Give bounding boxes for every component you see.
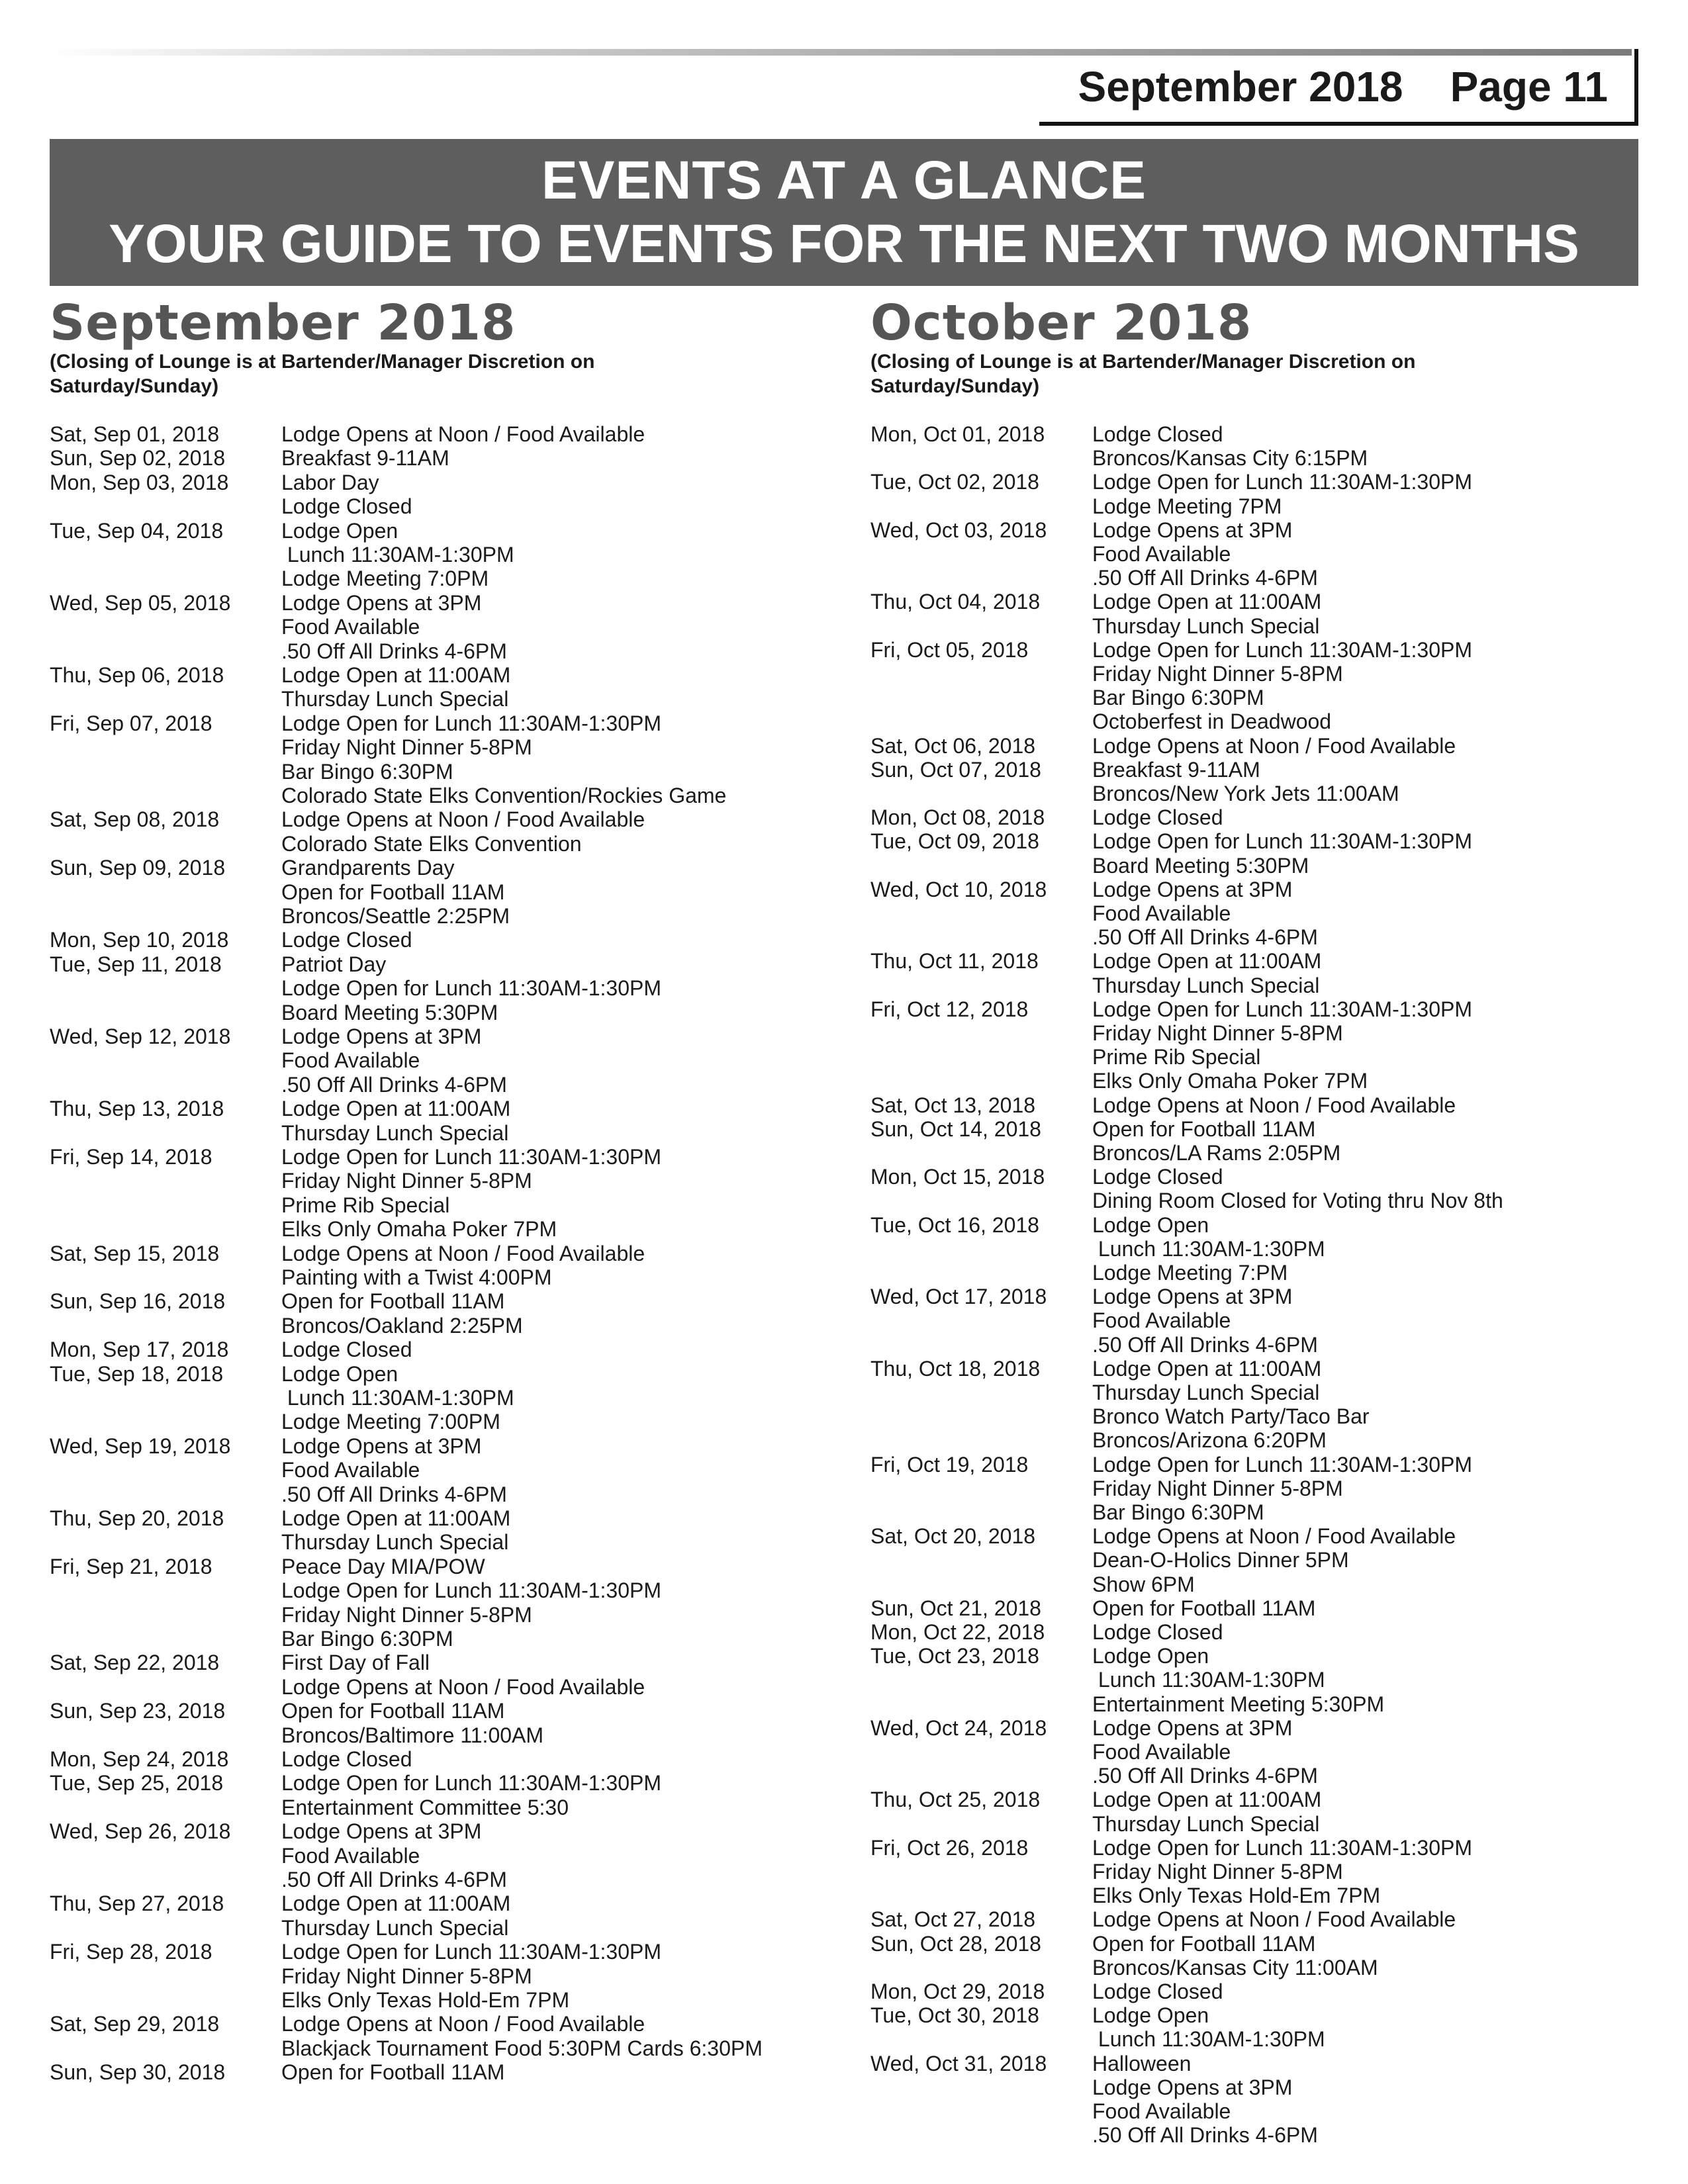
event-date: Mon, Sep 03, 2018	[50, 471, 229, 494]
event-date: Mon, Sep 10, 2018	[50, 928, 229, 952]
event-description: Open for Football 11AM	[281, 1699, 505, 1723]
event-date: Sun, Sep 30, 2018	[50, 2060, 226, 2084]
event-date: Tue, Sep 25, 2018	[50, 1771, 224, 1795]
event-description: Lodge Open for Lunch 11:30AM-1:30PM	[281, 1578, 661, 1602]
event-description: Lodge Open	[281, 1362, 399, 1386]
event-description: Entertainment Committee 5:30	[281, 1796, 569, 1819]
event-date: Fri, Sep 07, 2018	[50, 711, 212, 735]
event-description: Dining Room Closed for Voting thru Nov 8th	[1092, 1189, 1503, 1212]
event-date: Thu, Sep 27, 2018	[50, 1891, 224, 1915]
event-description: Food Available	[1092, 542, 1231, 566]
event-date: Mon, Oct 01, 2018	[870, 422, 1045, 446]
event-description: Open for Football 11AM	[281, 1289, 505, 1313]
event-date: Sat, Oct 27, 2018	[870, 1907, 1036, 1931]
event-date: Sun, Sep 02, 2018	[50, 446, 226, 470]
event-description: .50 Off All Drinks 4-6PM	[1092, 1333, 1318, 1357]
event-description: Lodge Open at 11:00AM	[1092, 1788, 1322, 1811]
event-date: Sun, Oct 28, 2018	[870, 1932, 1041, 1956]
event-description: Lodge Open at 11:00AM	[1092, 949, 1322, 973]
event-date: Tue, Oct 02, 2018	[870, 470, 1039, 494]
event-description: Lodge Opens at Noon / Food Available	[281, 1675, 645, 1699]
event-description: Friday Night Dinner 5-8PM	[281, 1169, 532, 1193]
event-date: Wed, Sep 19, 2018	[50, 1434, 231, 1458]
event-date: Sat, Sep 08, 2018	[50, 807, 220, 831]
event-description: Blackjack Tournament Food 5:30PM Cards 6:30PM	[281, 2036, 763, 2060]
event-description: Thursday Lunch Special	[1092, 1381, 1320, 1404]
event-date: Mon, Oct 29, 2018	[870, 1979, 1045, 2003]
event-date: Fri, Sep 21, 2018	[50, 1555, 212, 1578]
event-description: Board Meeting 5:30PM	[281, 1001, 498, 1024]
event-date: Tue, Sep 11, 2018	[50, 952, 222, 976]
event-description: Lodge Opens at Noon / Food Available	[281, 1242, 645, 1265]
event-description: Friday Night Dinner 5-8PM	[281, 1964, 532, 1988]
event-description: .50 Off All Drinks 4-6PM	[281, 639, 507, 663]
event-description: Lodge Opens at 3PM	[281, 591, 482, 615]
events-banner	[50, 139, 1638, 286]
event-description: Bar Bingo 6:30PM	[1092, 686, 1264, 709]
event-description: Prime Rib Special	[1092, 1045, 1261, 1069]
september-column	[50, 295, 818, 2084]
event-description: Lodge Open for Lunch 11:30AM-1:30PM	[1092, 1453, 1472, 1477]
event-description: Lodge Opens at 3PM	[1092, 1285, 1293, 1308]
month-heading: October 2018	[870, 295, 1252, 351]
event-description: Thursday Lunch Special	[1092, 1812, 1320, 1836]
event-description: Lodge Open for Lunch 11:30AM-1:30PM	[281, 711, 661, 735]
event-description: Elks Only Texas Hold-Em 7PM	[1092, 1884, 1381, 1907]
event-description: Bar Bingo 6:30PM	[281, 1627, 453, 1651]
event-description: Lodge Open for Lunch 11:30AM-1:30PM	[281, 1145, 661, 1169]
event-description: Lodge Opens at 3PM	[1092, 518, 1293, 542]
october-column	[870, 295, 1638, 2147]
event-description: Friday Night Dinner 5-8PM	[1092, 1021, 1343, 1045]
event-description: Lodge Closed	[1092, 1165, 1223, 1189]
event-date: Thu, Sep 20, 2018	[50, 1506, 224, 1530]
event-date: Mon, Sep 17, 2018	[50, 1338, 229, 1361]
event-description: Thursday Lunch Special	[1092, 614, 1320, 638]
event-description: Broncos/Baltimore 11:00AM	[281, 1723, 544, 1747]
event-date: Wed, Oct 17, 2018	[870, 1285, 1047, 1308]
event-date: Fri, Oct 26, 2018	[870, 1836, 1029, 1860]
event-description: Lodge Opens at Noon / Food Available	[1092, 734, 1456, 758]
event-date: Sat, Oct 20, 2018	[870, 1524, 1036, 1548]
event-date: Tue, Sep 18, 2018	[50, 1362, 224, 1386]
event-description: .50 Off All Drinks 4-6PM	[281, 1868, 507, 1891]
event-description: Lunch 11:30AM-1:30PM	[1092, 1668, 1325, 1692]
event-date: Tue, Oct 09, 2018	[870, 829, 1039, 853]
event-description: Lodge Meeting 7:00PM	[281, 1410, 500, 1433]
event-date: Wed, Sep 12, 2018	[50, 1024, 231, 1048]
event-description: Breakfast 9-11AM	[281, 446, 449, 470]
event-date: Sat, Sep 22, 2018	[50, 1651, 220, 1674]
event-description: Lodge Open at 11:00AM	[281, 1506, 511, 1530]
event-description: Lodge Meeting 7:PM	[1092, 1261, 1288, 1285]
event-description: Thursday Lunch Special	[281, 1916, 509, 1940]
event-date: Fri, Oct 12, 2018	[870, 997, 1029, 1021]
event-description: Thursday Lunch Special	[281, 1121, 509, 1145]
event-description: Elks Only Omaha Poker 7PM	[281, 1217, 557, 1241]
event-description: Lodge Opens at 3PM	[1092, 878, 1293, 901]
event-date: Thu, Oct 11, 2018	[870, 949, 1039, 973]
event-description: Lodge Opens at Noon / Food Available	[281, 2012, 645, 2036]
event-description: Lodge Opens at 3PM	[1092, 1716, 1293, 1740]
event-description: Peace Day MIA/POW	[281, 1555, 485, 1578]
event-description: Lodge Closed	[281, 1747, 412, 1771]
event-description: Lodge Open for Lunch 11:30AM-1:30PM	[281, 976, 661, 1000]
event-date: Fri, Sep 14, 2018	[50, 1145, 212, 1169]
event-description: Lodge Open for Lunch 11:30AM-1:30PM	[1092, 638, 1472, 662]
event-description: Food Available	[1092, 1740, 1231, 1764]
event-description: Friday Night Dinner 5-8PM	[1092, 1477, 1343, 1500]
event-description: Lodge Closed	[281, 494, 412, 518]
event-description: Broncos/Oakland 2:25PM	[281, 1314, 523, 1338]
banner-title: EVENTS AT A GLANCE	[541, 150, 1147, 210]
event-description: Lodge Opens at Noon / Food Available	[1092, 1524, 1456, 1548]
event-description: Open for Football 11AM	[1092, 1596, 1316, 1620]
event-date: Wed, Oct 31, 2018	[870, 2052, 1047, 2075]
event-description: Bar Bingo 6:30PM	[1092, 1500, 1264, 1524]
event-description: Friday Night Dinner 5-8PM	[281, 1603, 532, 1627]
event-date: Sun, Oct 21, 2018	[870, 1596, 1041, 1620]
event-description: Lodge Closed	[1092, 805, 1223, 829]
event-description: Friday Night Dinner 5-8PM	[1092, 662, 1343, 686]
event-date: Mon, Sep 24, 2018	[50, 1747, 229, 1771]
event-description: Lodge Opens at Noon / Food Available	[281, 807, 645, 831]
event-description: Broncos/New York Jets 11:00AM	[1092, 782, 1399, 805]
event-description: .50 Off All Drinks 4-6PM	[1092, 1764, 1318, 1788]
event-date: Sat, Sep 15, 2018	[50, 1242, 220, 1265]
event-description: Lunch 11:30AM-1:30PM	[281, 543, 514, 567]
event-description: Labor Day	[281, 471, 379, 494]
event-date: Sat, Oct 06, 2018	[870, 734, 1036, 758]
event-description: Food Available	[281, 1458, 420, 1482]
event-description: Lodge Opens at Noon / Food Available	[1092, 1907, 1456, 1931]
event-date: Thu, Sep 06, 2018	[50, 663, 224, 687]
lounge-closing-note: (Closing of Lounge is at Bartender/Manager Discretion on Saturday/Sunday)	[870, 351, 1416, 397]
event-description: Patriot Day	[281, 952, 387, 976]
event-description: Lodge Open	[1092, 2003, 1209, 2027]
event-description: Lodge Open for Lunch 11:30AM-1:30PM	[1092, 1836, 1472, 1860]
event-date: Wed, Sep 26, 2018	[50, 1819, 231, 1843]
event-date: Thu, Sep 13, 2018	[50, 1097, 224, 1120]
event-date: Sun, Oct 14, 2018	[870, 1117, 1041, 1141]
event-date: Mon, Oct 22, 2018	[870, 1620, 1045, 1644]
event-description: Lodge Opens at 3PM	[1092, 2075, 1293, 2099]
event-description: Lodge Open	[281, 519, 399, 543]
month-heading: September 2018	[50, 295, 516, 351]
event-description: Open for Football 11AM	[281, 2060, 505, 2084]
event-description: .50 Off All Drinks 4-6PM	[281, 1482, 507, 1506]
event-date: Thu, Oct 25, 2018	[870, 1788, 1041, 1811]
event-description: Board Meeting 5:30PM	[1092, 854, 1309, 878]
event-description: Broncos/Arizona 6:20PM	[1092, 1428, 1327, 1452]
event-description: Lodge Open for Lunch 11:30AM-1:30PM	[1092, 997, 1472, 1021]
event-description: Lodge Open	[1092, 1644, 1209, 1668]
banner-subtitle: YOUR GUIDE TO EVENTS FOR THE NEXT TWO MONTHS	[109, 214, 1579, 274]
event-description: Lodge Opens at 3PM	[281, 1819, 482, 1843]
event-description: Lodge Open for Lunch 11:30AM-1:30PM	[281, 1940, 661, 1964]
event-description: Bar Bingo 6:30PM	[281, 760, 453, 784]
event-date: Sun, Oct 07, 2018	[870, 758, 1041, 782]
event-date: Tue, Oct 23, 2018	[870, 1644, 1039, 1668]
event-description: Lodge Closed	[1092, 1979, 1223, 2003]
event-description: Lodge Meeting 7PM	[1092, 494, 1282, 518]
event-description: Lodge Closed	[1092, 422, 1223, 446]
event-date: Mon, Oct 08, 2018	[870, 805, 1045, 829]
event-description: Broncos/Kansas City 11:00AM	[1092, 1956, 1378, 1979]
event-description: First Day of Fall	[281, 1651, 430, 1674]
event-description: Entertainment Meeting 5:30PM	[1092, 1692, 1385, 1716]
event-description: Lodge Open at 11:00AM	[281, 1097, 511, 1120]
event-description: Lodge Closed	[281, 928, 412, 952]
event-description: Lodge Open at 11:00AM	[1092, 1357, 1322, 1381]
event-date: Sat, Oct 13, 2018	[870, 1093, 1036, 1117]
event-description: Lodge Opens at Noon / Food Available	[281, 422, 645, 446]
event-description: Elks Only Texas Hold-Em 7PM	[281, 1988, 570, 2012]
event-description: Food Available	[1092, 901, 1231, 925]
event-description: Colorado State Elks Convention	[281, 832, 582, 856]
event-date: Wed, Sep 05, 2018	[50, 591, 231, 615]
event-date: Thu, Oct 04, 2018	[870, 590, 1041, 614]
event-description: .50 Off All Drinks 4-6PM	[1092, 566, 1318, 590]
event-description: .50 Off All Drinks 4-6PM	[1092, 2123, 1318, 2147]
event-description: Open for Football 11AM	[1092, 1117, 1316, 1141]
event-date: Mon, Oct 15, 2018	[870, 1165, 1045, 1189]
event-description: Lunch 11:30AM-1:30PM	[1092, 2027, 1325, 2051]
event-description: Octoberfest in Deadwood	[1092, 709, 1332, 733]
event-description: Breakfast 9-11AM	[1092, 758, 1260, 782]
event-date: Tue, Oct 16, 2018	[870, 1213, 1039, 1237]
event-description: Open for Football 11AM	[1092, 1932, 1316, 1956]
event-description: Lodge Open for Lunch 11:30AM-1:30PM	[281, 1771, 661, 1795]
event-description: Food Available	[281, 1048, 420, 1072]
event-description: Lodge Opens at Noon / Food Available	[1092, 1093, 1456, 1117]
event-description: Lodge Open at 11:00AM	[1092, 590, 1322, 614]
event-description: Lunch 11:30AM-1:30PM	[1092, 1237, 1325, 1261]
event-description: .50 Off All Drinks 4-6PM	[1092, 925, 1318, 949]
event-description: Lodge Open for Lunch 11:30AM-1:30PM	[1092, 470, 1472, 494]
event-date: Sun, Sep 23, 2018	[50, 1699, 226, 1723]
event-description: Thursday Lunch Special	[281, 687, 509, 711]
page-header-box	[1039, 49, 1638, 126]
event-description: Lodge Closed	[281, 1338, 412, 1361]
event-date: Tue, Sep 04, 2018	[50, 519, 224, 543]
event-description: Prime Rib Special	[281, 1193, 450, 1217]
event-description: Friday Night Dinner 5-8PM	[281, 735, 532, 759]
event-description: Food Available	[1092, 2099, 1231, 2123]
issue-and-page-number: September 2018 Page 11	[1078, 63, 1608, 111]
event-description: Dean-O-Holics Dinner 5PM	[1092, 1548, 1349, 1572]
event-description: Lodge Meeting 7:0PM	[281, 567, 489, 590]
event-description: Grandparents Day	[281, 856, 455, 880]
event-description: Lodge Open at 11:00AM	[281, 663, 511, 687]
event-date: Tue, Oct 30, 2018	[870, 2003, 1039, 2027]
event-description: Food Available	[281, 615, 420, 639]
event-date: Wed, Oct 10, 2018	[870, 878, 1047, 901]
event-description: Broncos/LA Rams 2:05PM	[1092, 1141, 1341, 1165]
event-description: Halloween	[1092, 2052, 1192, 2075]
event-description: Thursday Lunch Special	[1092, 974, 1320, 997]
event-description: Lodge Opens at 3PM	[281, 1434, 482, 1458]
event-date: Fri, Oct 05, 2018	[870, 638, 1029, 662]
event-date: Fri, Oct 19, 2018	[870, 1453, 1029, 1477]
event-description: Lodge Closed	[1092, 1620, 1223, 1644]
event-description: Lunch 11:30AM-1:30PM	[281, 1386, 514, 1410]
event-description: Lodge Open	[1092, 1213, 1209, 1237]
event-description: Show 6PM	[1092, 1572, 1195, 1596]
event-date: Sun, Sep 16, 2018	[50, 1289, 226, 1313]
event-description: Colorado State Elks Convention/Rockies Game	[281, 784, 727, 807]
event-date: Thu, Oct 18, 2018	[870, 1357, 1041, 1381]
event-description: Friday Night Dinner 5-8PM	[1092, 1860, 1343, 1884]
event-description: Thursday Lunch Special	[281, 1530, 509, 1554]
event-description: Lodge Open for Lunch 11:30AM-1:30PM	[1092, 829, 1472, 853]
event-date: Wed, Oct 03, 2018	[870, 518, 1047, 542]
event-description: Food Available	[1092, 1308, 1231, 1332]
event-description: Elks Only Omaha Poker 7PM	[1092, 1069, 1368, 1093]
event-date: Sat, Sep 01, 2018	[50, 422, 220, 446]
event-description: Broncos/Seattle 2:25PM	[281, 904, 510, 928]
event-description: Lodge Opens at 3PM	[281, 1024, 482, 1048]
lounge-closing-note: (Closing of Lounge is at Bartender/Manager Discretion on Saturday/Sunday)	[50, 351, 595, 397]
event-description: Food Available	[281, 1844, 420, 1868]
event-description: Open for Football 11AM	[281, 880, 505, 904]
event-description: Broncos/Kansas City 6:15PM	[1092, 446, 1368, 470]
event-description: .50 Off All Drinks 4-6PM	[281, 1073, 507, 1097]
event-date: Fri, Sep 28, 2018	[50, 1940, 212, 1964]
event-date: Wed, Oct 24, 2018	[870, 1716, 1047, 1740]
event-description: Painting with a Twist 4:00PM	[281, 1265, 552, 1289]
event-date: Sat, Sep 29, 2018	[50, 2012, 220, 2036]
event-description: Lodge Open at 11:00AM	[281, 1891, 511, 1915]
event-date: Sun, Sep 09, 2018	[50, 856, 226, 880]
event-description: Bronco Watch Party/Taco Bar	[1092, 1404, 1370, 1428]
